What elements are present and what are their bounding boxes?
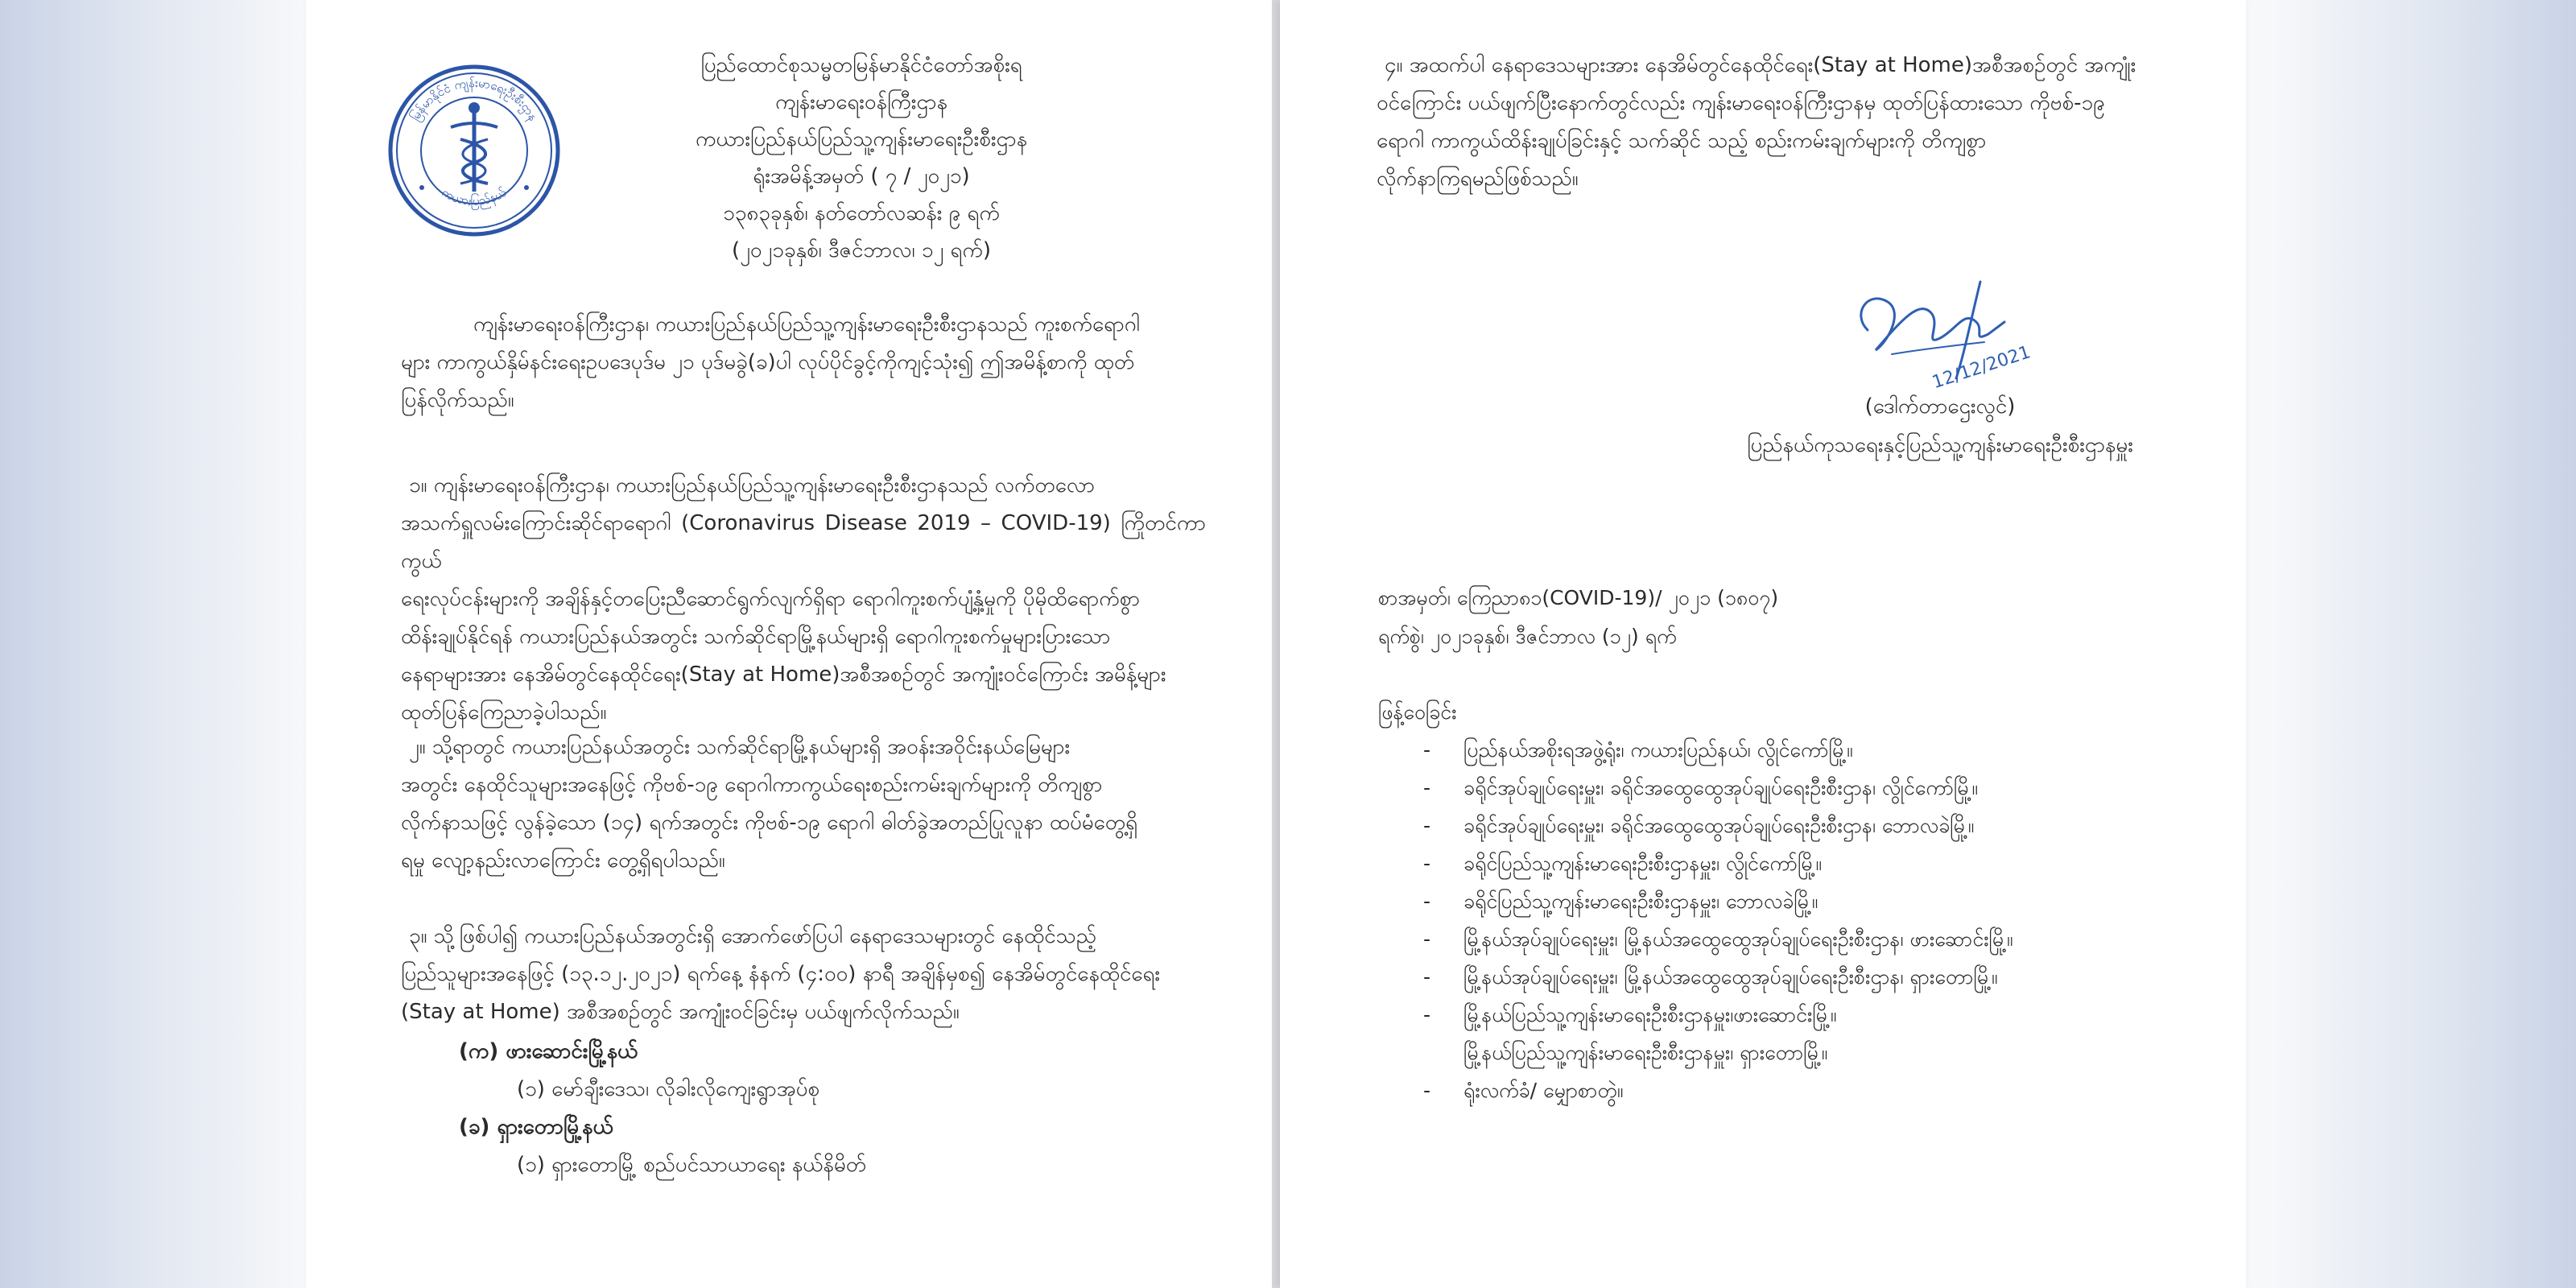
seal-text-bottom: ကယားပြည်နယ် [439,184,510,209]
sub-heading-phasaung: (က) ဖားဆောင်းမြို့နယ် [459,1039,638,1063]
paragraph-3: ၃။ သို့ဖြစ်ပါ၍ ကယားပြည်နယ်အတွင်းရှိ အောက်ဖော်ပြပါ နေရာဒေသများတွင် နေထိုင်သည့် ပြည်သူများအနေဖြင့် (၁၃.၁၂.၂၀၂၁) ရက်နေ့ နံနက် (၄:၀၀) နာရီ အချိန်မှစ၍ နေအိမ်တွင်နေထိုင်ရေး (Stay at Home) အစီအစဉ်တွင် အကျုံးဝင်ခြင်းမှ ပယ်ဖျက်လိုက်သည်။ [401,924,1161,1024]
signature-icon [1843,266,2037,402]
signer-name: (ဒေါက်တာဌေးလွင်) [1864,394,2016,419]
document-page-left [306,0,1272,1288]
header-line-order-number: ရုံးအမိန့်အမှတ် ( ၇ / ၂၀၂၁) [753,164,970,188]
distribution-list [1423,731,2013,1109]
list-item: - ပြည်နယ်အစိုးရအဖွဲ့ရုံး၊ ကယားပြည်နယ်၊ လွိုင်ကော်မြို့။ [1423,738,1853,762]
list-item: - မြို့နယ်အုပ်ချုပ်ရေးမှူး၊ မြို့နယ်အထွေထွေအုပ်ချုပ်ရေးဦးစီးဌာန၊ ဖားဆောင်းမြို့။ [1423,927,2013,951]
reference-date: ရက်စွဲ၊ ၂၀၂၁ခုနှစ်၊ ဒီဇင်ဘာလ (၁၂) ရက် [1378,625,1677,648]
document-page-right [1280,0,2246,1288]
header-line-government: ပြည်ထောင်စုသမ္မတမြန်မာနိုင်ငံတော်အစိုးရ [700,53,1022,77]
sub-item-phasaung-1: (၁) မော်ချီးဒေသ၊ လိုခါးလိုကျေးရွာအုပ်စု [517,1077,820,1101]
signer-title: ပြည်နယ်ကုသရေးနှင့်ပြည်သူ့ကျန်းမာရေးဦးစီးဌာနမှူး [1747,433,2133,457]
header-line-gregorian-date: (၂၀၂၁ခုနှစ်၊ ဒီဇင်ဘာလ၊ ၁၂ ရက်) [731,238,992,262]
sub-item-shadaw-1: (၁) ရှားတောမြို့ စည်ပင်သာယာရေး နယ်နိမိတ် [517,1153,867,1177]
seal-text-top: မြန်မာနိုင်ငံ ကျန်းမာရေးဦးစီးဌာန [407,75,541,124]
list-item: - ခရိုင်ပြည်သူ့ကျန်းမာရေးဦးစီးဌာနမှူး၊ ဘောလခဲမြို့။ [1423,890,1818,913]
sub-heading-shadaw: (ခ) ရှားတောမြို့နယ် [459,1115,613,1139]
reference-number: စာအမှတ်၊ ကြေညာ၈၁(COVID-19)/ ၂၀၂၁ (၁၈၀၇) [1378,586,1779,609]
list-item: - ခရိုင်အုပ်ချုပ်ရေးမှူး၊ ခရိုင်အထွေထွေအုပ်ချုပ်ရေးဦးစီးဌာန၊ ဘောလခဲမြို့။ [1423,814,1975,837]
page-gutter [1272,0,1280,1288]
distribution-heading: ဖြန့်ဝေခြင်း [1378,700,1457,724]
header-line-ministry: ကျန်းမာရေးဝန်ကြီးဌာန [775,90,947,114]
ministry-seal-icon [386,63,562,238]
list-item: - မြို့နယ်ပြည်သူ့ကျန်းမာရေးဦးစီးဌာနမှူး၊ဖားဆောင်းမြို့။ [1423,1003,1837,1026]
header-line-department: ကယားပြည်နယ်ပြည်သူ့ကျန်းမာရေးဦးစီးဌာန [695,127,1028,151]
intro-paragraph: ကျန်းမာရေးဝန်ကြီးဌာန၊ ကယားပြည်နယ်ပြည်သူ့ကျန်းမာရေးဦးစီးဌာနသည် ကူးစက်ရောဂါ များ ကာကွယ်နှိမ်နင်းရေးဥပဒေပုဒ်မ ၂၁ ပုဒ်မခွဲ(ခ)ပါ လုပ်ပိုင်ခွင့်ကိုကျင့်သုံး၍ ဤအမိန့်စာကို ထုတ် ပြန်လိုက်သည်။ [401,312,1141,412]
signature-date: 12/12/2021 [1930,342,2033,394]
list-item: - မြို့နယ်အုပ်ချုပ်ရေးမှူး၊ မြို့နယ်အထွေထွေအုပ်ချုပ်ရေးဦးစီးဌာန၊ ရှားတောမြို့။ [1423,965,1998,989]
list-item: - ခရိုင်အုပ်ချုပ်ရေးမှူး၊ ခရိုင်အထွေထွေအုပ်ချုပ်ရေးဦးစီးဌာန၊ လွိုင်ကော်မြို့။ [1423,776,1978,799]
paragraph-4: ၄။ အထက်ပါ နေရာဒေသများအား နေအိမ်တွင်နေထိုင်ရေး(Stay at Home)အစီအစဉ်တွင် အကျုံး ဝင်ကြောင်း ပယ်ဖျက်ပြီးနောက်တွင်လည်း ကျန်းမာရေးဝန်ကြီးဌာနမှ ထုတ်ပြန်ထားသော ကိုဗစ်-၁၉ ရောဂါ ကာကွယ်ထိန်းချုပ်ခြင်းနှင့် သက်ဆိုင် သည့် စည်းကမ်းချက်များကို တိကျစွာ လိုက်နာကြရမည်ဖြစ်သည်။ [1377,53,2136,191]
header-line-myanmar-date: ၁၃၈၃ခုနှစ်၊ နတ်တော်လဆန်း ၉ ရက် [723,201,1000,225]
list-item: - ခရိုင်ပြည်သူ့ကျန်းမာရေးဦးစီးဌာနမှူး၊ လွိုင်ကော်မြို့။ [1423,852,1822,875]
list-item: - ရုံးလက်ခံ/ မျှောစာတွဲ။ [1423,1079,1624,1102]
paragraph-2: ၂။ သို့ရာတွင် ကယားပြည်နယ်အတွင်း သက်ဆိုင်ရာမြို့နယ်များရှိ အဝန်းအဝိုင်းနယ်မြေများ အတွင်း နေထိုင်သူများအနေဖြင့် ကိုဗစ်-၁၉ ရောဂါကာကွယ်ရေးစည်းကမ်းချက်များကို တိကျစွာ လိုက်နာသဖြင့် လွန်ခဲ့သော (၁၄) ရက်အတွင်း ကိုဗစ်-၁၉ ရောဂါ ဓါတ်ခွဲအတည်ပြုလူနာ ထပ်မံတွေ့ရှိ ရမှု လျော့နည်းလာကြောင်း တွေ့ရှိရပါသည်။ [401,735,1138,873]
list-item-continuation: မြို့နယ်ပြည်သူ့ကျန်းမာရေးဦးစီးဌာနမှူး၊ ရှားတောမြို့။ [1463,1041,1828,1064]
paragraph-1: ၁။ ကျန်းမာရေးဝန်ကြီးဌာန၊ ကယားပြည်နယ်ပြည်သူ့ကျန်းမာရေးဦးစီးဌာနသည် လက်တလော အသက်ရှူလမ်းကြောင်းဆိုင်ရာရောဂါ (Coronavirus Disease 2019 – COVID-19) ကြိုတင်ကာကွယ် ရေးလုပ်ငန်းများကို အချိန်နှင့်တပြေးညီဆောင်ရွက်လျက်ရှိရာ ရောဂါကူးစက်ပျံ့နှံ့မှုကို ပိုမိုထိရောက်စွာ ထိန်းချုပ်နိုင်ရန် ကယားပြည်နယ်အတွင်း သက်ဆိုင်ရာမြို့နယ်များရှိ ရောဂါကူးစက်မှုများပြားသော နေရာများအား နေအိမ်တွင်နေထိုင်ရေး(Stay at Home)အစီအစဉ်တွင် အကျုံးဝင်ကြောင်း အမိန့်များ ထုတ်ပြန်ကြေညာခဲ့ပါသည်။ [401,473,1206,724]
